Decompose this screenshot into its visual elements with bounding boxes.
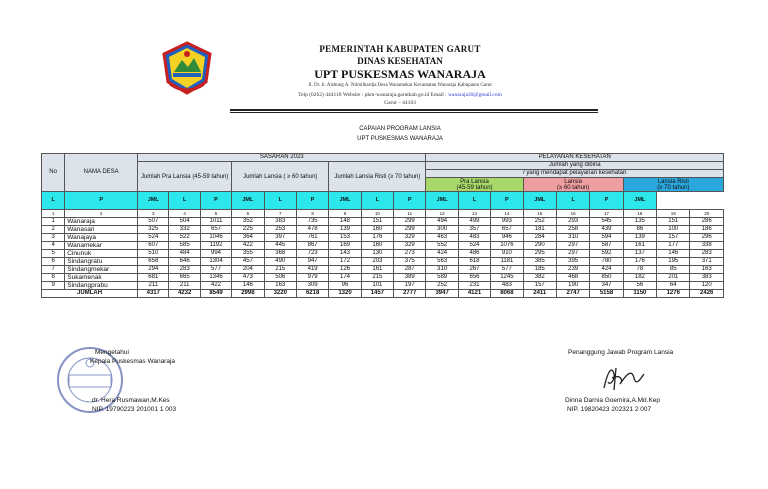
value-cell: 160 [361,226,393,234]
index-cell: 9 [329,210,361,218]
value-cell: 252 [523,218,556,226]
value-cell: 211 [138,282,169,290]
table-row [42,266,724,274]
value-cell: 181 [523,226,556,234]
value-cell: 283 [169,266,200,274]
table-row [42,226,724,234]
lpj-header-cell: P [296,192,328,210]
left-sign-name: dr. Hera Rusmawan,M.Kes [92,397,170,404]
value-cell: 284 [523,234,556,242]
value-cell: 201 [657,274,690,282]
table-row [42,250,724,258]
value-cell: 85 [657,266,690,274]
value-cell: 867 [296,242,328,250]
value-cell: 397 [264,234,296,242]
row-number: 2 [42,226,65,234]
letterhead-line3: UPT PUSKESMAS WANARAJA [314,67,486,81]
lpj-header-cell: P [394,192,426,210]
lpj-header-cell: P [200,192,231,210]
value-cell: 297 [556,242,589,250]
value-cell: 163 [264,282,296,290]
value-cell: 161 [361,266,393,274]
lpj-header-cell: JML [623,192,656,210]
index-cell: 17 [590,210,623,218]
total-cell: 2411 [523,290,556,298]
value-cell: 215 [264,266,296,274]
total-cell: 8549 [200,290,231,298]
row-number: 8 [42,274,65,282]
value-cell: 445 [264,242,296,250]
value-cell: 993 [491,218,523,226]
total-cell: 2777 [394,290,426,298]
value-cell: 295 [523,250,556,258]
lpj-header-cell: L [264,192,296,210]
letterhead-divider-thin [230,112,598,113]
value-cell: 468 [556,274,589,282]
value-cell: 56 [623,282,656,290]
value-cell: 545 [590,218,623,226]
value-cell: 139 [623,234,656,242]
value-cell: 329 [394,234,426,242]
sub-dibina [426,162,724,170]
value-cell: 231 [458,282,490,290]
value-cell: 239 [556,266,589,274]
value-cell: 225 [232,226,264,234]
lpj-header-cell: P [590,192,623,210]
row-number: 5 [42,250,65,258]
total-cell: 2998 [232,290,264,298]
value-cell: 994 [200,250,231,258]
table-row [42,218,724,226]
email-link[interactable]: wanaraja30@gmail.com [448,92,502,98]
value-cell: 148 [329,218,361,226]
value-cell: 585 [169,242,200,250]
value-cell: 494 [426,218,458,226]
letterhead-contact [215,92,585,98]
total-cell: 2426 [690,290,724,298]
table-row [42,282,724,290]
value-cell: 137 [623,250,656,258]
row-number: 4 [42,242,65,250]
index-cell: 5 [200,210,231,218]
lansia-table [41,153,724,298]
total-cell: 3220 [264,290,296,298]
sub-dibina-line2: / yang mendapat pelayanan kesehatan [426,170,724,178]
value-cell: 1046 [200,234,231,242]
col-no-header: No [42,154,65,192]
value-cell: 422 [232,242,264,250]
value-cell: 325 [138,226,169,234]
value-cell: 126 [329,266,361,274]
row-number: 7 [42,266,65,274]
value-cell: 176 [361,234,393,242]
value-cell: 607 [138,242,169,250]
value-cell: 299 [394,218,426,226]
value-cell: 157 [657,234,690,242]
value-cell: 283 [690,250,724,258]
value-cell: 163 [690,266,724,274]
value-cell: 172 [329,258,361,266]
value-cell: 1245 [491,274,523,282]
value-cell: 563 [426,258,458,266]
total-cell: 1457 [361,290,393,298]
value-cell: 177 [657,242,690,250]
index-cell: 6 [232,210,264,218]
total-label: JUMLAH [42,290,138,298]
lpj-header-cell: L [361,192,393,210]
value-cell: 151 [361,218,393,226]
value-cell: 64 [657,282,690,290]
lpj-header-cell: L [169,192,200,210]
value-cell: 504 [169,218,200,226]
value-cell: 96 [329,282,361,290]
value-cell: 253 [264,226,296,234]
right-sign-name: Dinna Darnia Goemira,A.Md.Kep [565,397,661,404]
total-cell: 1150 [623,290,656,298]
value-cell: 203 [361,258,393,266]
left-sign-line2: Kepala Puskesmas Wanaraja [90,358,176,365]
value-cell: 1076 [491,242,523,250]
value-cell: 190 [556,282,589,290]
value-cell: 524 [138,234,169,242]
value-cell: 355 [232,250,264,258]
value-cell: 382 [523,274,556,282]
value-cell: 146 [232,282,264,290]
value-cell: 375 [394,258,426,266]
total-cell: 1276 [657,290,690,298]
value-cell: 143 [329,250,361,258]
value-cell: 618 [458,258,490,266]
index-cell: 16 [556,210,589,218]
contact-text: Telp (0262) 444118 Website : pkm-wanaraja.garutkab.go.id Email : [298,92,447,98]
value-cell: 665 [169,274,200,282]
sub-dibina-1: Jumlah yang dibina [548,162,601,168]
total-cell: 2747 [556,290,589,298]
village-name: Sindangprabu [65,282,138,290]
index-cell: 19 [657,210,690,218]
total-cell: 5158 [590,290,623,298]
value-cell: 287 [394,266,426,274]
letterhead-line2: DINAS KESEHATAN [357,56,443,66]
table-row [42,274,724,282]
value-cell: 587 [590,242,623,250]
value-cell: 151 [657,218,690,226]
value-cell: 592 [590,250,623,258]
index-cell: 3 [138,210,169,218]
table-row [42,234,724,242]
value-cell: 735 [296,218,328,226]
value-cell: 483 [458,234,490,242]
pel-risti-1: Lansia Risti [657,178,689,185]
value-cell: 215 [361,274,393,282]
report-title: CAPAIAN PROGRAM LANSIA [359,126,441,132]
value-cell: 161 [623,242,656,250]
value-cell: 473 [232,274,264,282]
village-name: Wanasari [65,226,138,234]
value-cell: 290 [523,242,556,250]
value-cell: 130 [361,250,393,258]
value-cell: 364 [232,234,264,242]
report-subtitle: UPT PUSKESMAS WANARAJA [357,136,443,142]
value-cell: 299 [394,226,426,234]
value-cell: 135 [623,218,656,226]
total-cell: 4121 [458,290,490,298]
row-number: 3 [42,234,65,242]
value-cell: 484 [169,250,200,258]
value-cell: 657 [491,226,523,234]
value-cell: 589 [426,274,458,282]
value-cell: 395 [556,258,589,266]
lpj-header-cell: L [42,192,65,210]
value-cell: 368 [264,250,296,258]
value-cell: 101 [361,282,393,290]
lpj-header-cell: L [458,192,490,210]
value-cell: 338 [690,242,724,250]
value-cell: 486 [458,250,490,258]
value-cell: 385 [523,258,556,266]
value-cell: 297 [556,250,589,258]
value-cell: 1181 [491,258,523,266]
lpj-header-cell: P [65,192,138,210]
value-cell: 310 [556,234,589,242]
value-cell: 332 [169,226,200,234]
value-cell: 723 [296,250,328,258]
value-cell: 946 [491,234,523,242]
value-cell: 352 [232,218,264,226]
value-cell: 160 [361,242,393,250]
value-cell: 646 [169,258,200,266]
value-cell: 506 [264,274,296,282]
value-cell: 211 [169,282,200,290]
value-cell: 286 [690,218,724,226]
value-cell: 176 [623,258,656,266]
lpj-header-cell: P [491,192,523,210]
value-cell: 204 [232,266,264,274]
lpj-header-cell: JML [329,192,361,210]
pel-pra-1: Pra Lansia [460,178,489,185]
index-cell: 4 [169,210,200,218]
value-cell: 979 [296,274,328,282]
village-name: Wanaraja [65,218,138,226]
value-cell: 947 [296,258,328,266]
pel-lansia [523,178,623,192]
value-cell: 267 [458,266,490,274]
value-cell: 174 [329,274,361,282]
sub-pra-lansia: Jumlah Pra Lansia (45-59 tahun) [138,162,232,192]
value-cell: 424 [426,250,458,258]
lpj-header-cell: JML [232,192,264,210]
value-cell: 910 [491,250,523,258]
pel-lansia-1: Lansia [564,178,582,185]
table-row [42,258,724,266]
index-cell: 14 [491,210,523,218]
letterhead-line1: PEMERINTAH KABUPATEN GARUT [319,44,481,54]
village-name: Sindangratu [65,258,138,266]
value-cell: 296 [690,234,724,242]
value-cell: 1304 [200,258,231,266]
value-cell: 478 [296,226,328,234]
pel-risti-2: (≥ 70 tahun) [657,184,690,191]
total-cell: 4317 [138,290,169,298]
value-cell: 383 [690,274,724,282]
value-cell: 357 [458,226,490,234]
left-sign-nip: NIP. 19790223 201001 1 003 [92,406,177,413]
index-cell: 8 [296,210,328,218]
kabupaten-garut-logo [160,40,214,96]
sub-risti: Jumlah Lansia Risti (≥ 70 tahun) [329,162,426,192]
value-cell: 347 [590,282,623,290]
group-sasaran: SASARAN 2023 [138,154,426,162]
total-cell: 3947 [426,290,458,298]
value-cell: 258 [556,226,589,234]
value-cell: 483 [491,282,523,290]
total-cell: 1320 [329,290,361,298]
value-cell: 490 [264,258,296,266]
letterhead-city: Garut – 44183 [384,100,416,106]
pel-pra-lansia [426,178,523,192]
value-cell: 577 [491,266,523,274]
letterhead-address: Jl. Dr. Ir. Aisbung A. Ntimilhardja Desa Wanamekar Kecamatan Wanaraja Kabupaten Garut [308,83,492,88]
value-cell: 371 [690,258,724,266]
value-cell: 310 [426,266,458,274]
row-number: 9 [42,282,65,290]
col-name-header: NAMA DESA [65,154,138,192]
index-cell: 15 [523,210,556,218]
value-cell: 594 [590,234,623,242]
value-cell: 197 [394,282,426,290]
value-cell: 182 [623,274,656,282]
value-cell: 658 [138,258,169,266]
value-cell: 146 [657,250,690,258]
total-cell: 4232 [169,290,200,298]
value-cell: 524 [458,242,490,250]
sub-lansia: Jumlah Lansia ( ≥ 60 tahun) [232,162,329,192]
village-name: Wanajaya [65,234,138,242]
index-cell: 20 [690,210,724,218]
value-cell: 1011 [200,218,231,226]
value-cell: 389 [394,274,426,282]
village-name: Cinunuk [65,250,138,258]
right-sign-line1: Penanggung Jawab Program Lansia [568,349,674,356]
table-row [42,242,724,250]
value-cell: 457 [232,258,264,266]
value-cell: 153 [329,234,361,242]
value-cell: 252 [426,282,458,290]
value-cell: 439 [590,226,623,234]
row-number: 1 [42,218,65,226]
value-cell: 510 [138,250,169,258]
index-cell: 7 [264,210,296,218]
value-cell: 1192 [200,242,231,250]
lpj-header-cell: JML [523,192,556,210]
pel-pra-2: (45-59 tahun) [456,184,493,191]
value-cell: 422 [200,282,231,290]
value-cell: 195 [657,258,690,266]
value-cell: 657 [200,226,231,234]
value-cell: 1346 [200,274,231,282]
index-cell: 18 [623,210,656,218]
value-cell: 293 [556,218,589,226]
pel-lansia-2: (≥ 60 tahun) [556,184,590,191]
group-pelayanan: PELAYANAN KESEHATAN [426,154,724,162]
value-cell: 120 [690,282,724,290]
value-cell: 157 [523,282,556,290]
value-cell: 656 [458,274,490,282]
value-cell: 309 [296,282,328,290]
value-cell: 780 [590,258,623,266]
value-cell: 383 [264,218,296,226]
value-cell: 169 [329,242,361,250]
lpj-header-cell: JML [426,192,458,210]
value-cell: 300 [426,226,458,234]
left-sign-line1: Mengetahui [95,349,129,356]
index-cell: 13 [458,210,490,218]
index-cell: 11 [394,210,426,218]
value-cell: 139 [329,226,361,234]
value-cell: 522 [169,234,200,242]
value-cell: 185 [523,266,556,274]
value-cell: 577 [200,266,231,274]
value-cell: 329 [394,242,426,250]
total-cell: 6218 [296,290,328,298]
value-cell: 507 [138,218,169,226]
value-cell: 761 [296,234,328,242]
index-cell: 1 [42,210,65,218]
lpj-header-cell: L [556,192,589,210]
value-cell: 552 [426,242,458,250]
value-cell: 419 [296,266,328,274]
village-name: Sindangmekar [65,266,138,274]
right-sign-nip: NIP. 19820423 202321 2 007 [567,406,652,413]
value-cell: 86 [623,226,656,234]
row-number: 6 [42,258,65,266]
index-cell: 12 [426,210,458,218]
handwritten-signature [598,360,648,394]
value-cell: 294 [138,266,169,274]
value-cell: 681 [138,274,169,282]
letterhead-divider [230,109,598,111]
value-cell: 463 [426,234,458,242]
village-name: Sukamenak [65,274,138,282]
value-cell: 100 [657,226,690,234]
index-cell: 10 [361,210,393,218]
value-cell: 499 [458,218,490,226]
value-cell: 850 [590,274,623,282]
pel-risti [623,178,723,192]
value-cell: 186 [690,226,724,234]
total-cell: 8068 [491,290,523,298]
index-cell: 2 [65,210,138,218]
value-cell: 78 [623,266,656,274]
value-cell: 424 [590,266,623,274]
lpj-header-cell: JML [138,192,169,210]
value-cell: 273 [394,250,426,258]
village-name: Wanamekar [65,242,138,250]
